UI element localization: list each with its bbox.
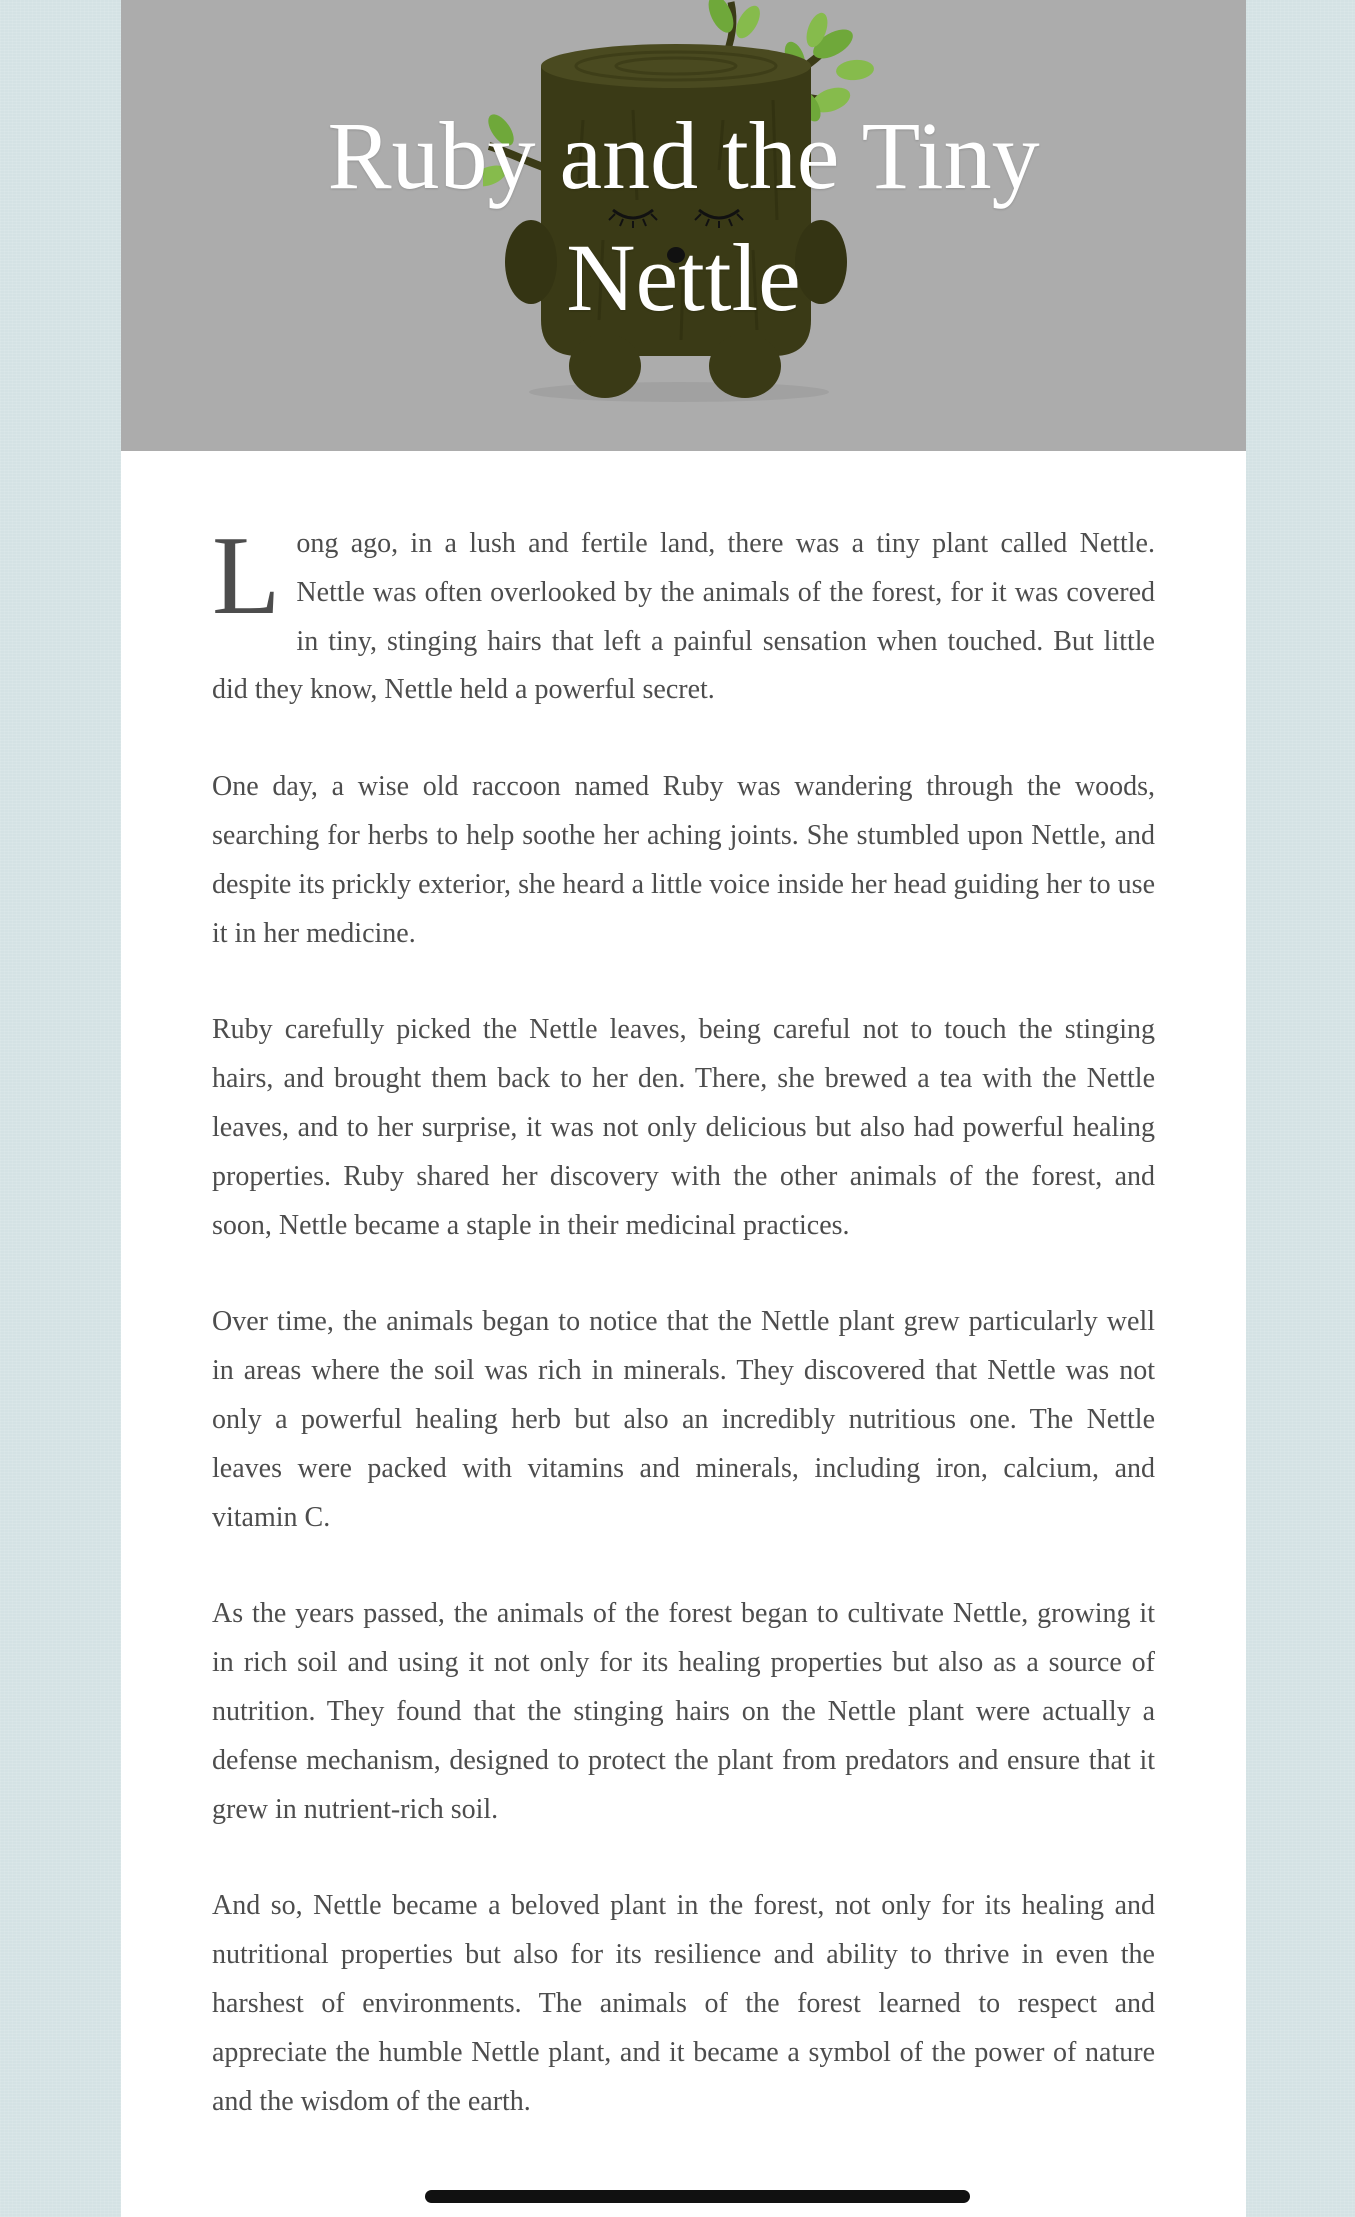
story-paragraph-4: Over time, the animals began to notice that the Nettle plant grew particularly well in areas where the soil was rich in minerals. They discovered that Nettle was not only a powerful healing herb but also an incredibly nutritious one. The Nettle leaves were packed with vitamins and minerals, including iron, calcium, and vitamin C. — [212, 1306, 1155, 1533]
story-paragraph-2: One day, a wise old raccoon named Ruby was wandering through the woods, searching for herbs to help soothe her aching joints. She stumbled upon Nettle, and despite its prickly exterior, she heard a little voice inside her head guiding her to use it in her medicine. — [212, 771, 1155, 949]
story-paragraph-5: As the years passed, the animals of the forest began to cultivate Nettle, growing it in rich soil and using it not only for its healing properties but also as a source of nutrition. They found that the stinging hairs on the Nettle plant were actually a defense mechanism, designed to protect the plant from predators and ensure that it grew in nutrient-rich soil. — [212, 1598, 1155, 1825]
story-title-line-1: Ruby and the Tiny — [327, 102, 1040, 209]
story-paragraph-3: Ruby carefully picked the Nettle leaves, being careful not to touch the stinging hairs, and brought them back to her den. There, she brewed a tea with the Nettle leaves, and to her surprise, it was not only delicious but also had powerful healing properties. Ruby shared her discovery with the other animals of the forest, and soon, Nettle became a staple in their medicinal practices. — [212, 1014, 1155, 1241]
hero-banner — [121, 0, 1246, 451]
drop-cap: L — [212, 514, 281, 638]
story-paragraph-6: And so, Nettle became a beloved plant in the forest, not only for its healing and nutritional properties but also for its resilience and ability to thrive in even the harshest of environments. The animals of the forest learned to respect and appreciate the humble Nettle plant, and it became a symbol of the power of nature and the wisdom of the earth. — [212, 1890, 1155, 2117]
story-paragraph-1-text: ong ago, in a lush and fertile land, there was a tiny plant called Nettle. Nettle was often overlooked by the animals of the forest, for it was covered in tiny, stinging hairs that left a painful sensation when touched. But little did they know, Nettle held a powerful secret. — [212, 528, 1155, 706]
story-page — [121, 0, 1246, 2217]
story-title — [121, 95, 1246, 339]
home-indicator[interactable] — [425, 2190, 970, 2203]
story-body — [212, 514, 1155, 2174]
story-title-line-2: Nettle — [566, 224, 801, 331]
story-paragraph-1 — [212, 514, 1155, 715]
